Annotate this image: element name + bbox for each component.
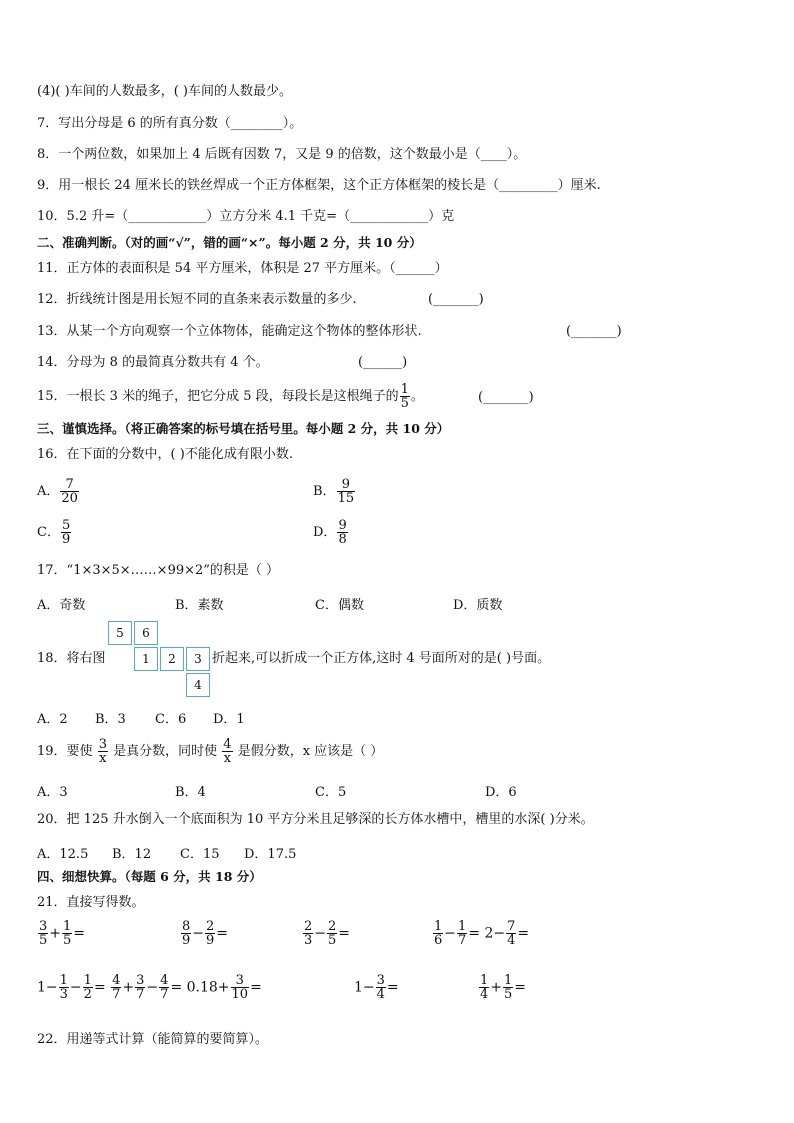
question-15-end: 。 bbox=[410, 389, 424, 404]
question-8: 8．一个两位数，如果加上 4 后既有因数 7，又是 9 的倍数，这个数最小是（____）。 bbox=[37, 147, 527, 162]
fraction bbox=[506, 920, 516, 947]
fraction-denominator: 5 bbox=[328, 933, 337, 948]
fraction-denominator: 7 bbox=[160, 987, 169, 1002]
q16-option-d[interactable] bbox=[313, 519, 349, 546]
question-20: 20．把 125 升水倒入一个底面积为 10 平方分米且足够深的长方体水槽中，槽里的水深( )分米。 bbox=[37, 812, 594, 827]
q20-option-b[interactable]: B．12 bbox=[112, 847, 152, 862]
q17-option-c[interactable]: C．偶数 bbox=[315, 598, 364, 613]
fraction-denominator: 5 bbox=[400, 396, 409, 411]
q21-expr-1 bbox=[37, 920, 85, 947]
q19-option-a[interactable]: A．3 bbox=[37, 785, 68, 800]
question-16: 16．在下面的分数中，( )不能化成有限小数. bbox=[37, 447, 293, 462]
fraction-denominator: 5 bbox=[63, 933, 72, 948]
operator: − bbox=[146, 979, 159, 996]
option-fraction bbox=[337, 519, 347, 546]
q17-option-a[interactable]: A．奇数 bbox=[37, 598, 86, 613]
fraction bbox=[303, 920, 313, 947]
fraction bbox=[83, 974, 93, 1001]
equals: = bbox=[468, 925, 481, 942]
fraction-denominator: 2 bbox=[83, 987, 92, 1002]
fraction-numerator: 1 bbox=[480, 973, 489, 988]
question-13: 13．从某一个方向观察一个立体物体，能确定这个物体的整体形状. bbox=[37, 324, 422, 339]
question-12: 12．折线统计图是用长短不同的直条来表示数量的多少. bbox=[37, 292, 357, 307]
equals: = bbox=[73, 925, 86, 942]
option-label: B． bbox=[313, 484, 336, 499]
fraction-denominator: x bbox=[223, 751, 232, 766]
q18-option-a[interactable]: A．2 bbox=[37, 712, 68, 727]
question-15 bbox=[37, 380, 424, 414]
fraction-numerator: 1 bbox=[400, 382, 409, 397]
fraction-numerator: 3 bbox=[231, 974, 250, 988]
fraction-denominator: 4 bbox=[507, 933, 516, 948]
expr-prefix: 1− bbox=[354, 979, 375, 996]
option-label: D． bbox=[313, 525, 337, 540]
fraction bbox=[38, 920, 48, 947]
q16-option-b[interactable] bbox=[313, 478, 356, 505]
fraction bbox=[159, 974, 169, 1001]
option-label: A． bbox=[37, 484, 60, 499]
net-face: 4 bbox=[186, 673, 210, 697]
fraction-numerator: 1 bbox=[434, 919, 443, 934]
fraction-denominator: 15 bbox=[337, 491, 355, 506]
operator: + bbox=[490, 979, 503, 996]
fraction-numerator: 1 bbox=[59, 973, 68, 988]
fraction-denominator: 9 bbox=[61, 532, 71, 547]
question-11: 11．正方体的表面积是 54 平方厘米，体积是 27 平方厘米。（______） bbox=[37, 261, 448, 276]
q21-expr-3 bbox=[302, 920, 350, 947]
fraction-numerator: 2 bbox=[304, 919, 313, 934]
q21-expr-2 bbox=[180, 920, 228, 947]
fraction bbox=[433, 920, 443, 947]
fraction-numerator: 2 bbox=[206, 919, 215, 934]
question-19-text: 是真分数，同时使 bbox=[113, 744, 218, 759]
question-15-text: 15．一根长 3 米的绳子，把它分成 5 段，每段长是这根绳子的 bbox=[37, 389, 399, 404]
equals: = bbox=[514, 979, 527, 996]
fraction bbox=[111, 974, 121, 1001]
section-4-heading: 四、细想快算。（每题 6 分，共 18 分） bbox=[37, 869, 262, 884]
q21-expr-5 bbox=[37, 974, 262, 1001]
equals: = bbox=[170, 979, 183, 996]
fraction bbox=[205, 920, 215, 947]
equals: = bbox=[216, 925, 229, 942]
fraction-denominator: 10 bbox=[231, 987, 249, 1002]
fraction-numerator: 4 bbox=[112, 973, 121, 988]
q18-option-c[interactable]: C．6 bbox=[155, 712, 187, 727]
operator: − bbox=[444, 925, 457, 942]
q6-part4: (4)( )车间的人数最多，( )车间的人数最少。 bbox=[37, 84, 292, 99]
fraction bbox=[327, 920, 337, 947]
question-14-blank: (______) bbox=[358, 355, 408, 370]
section-3-heading: 三、谨慎选择。（将正确答案的标号填在括号里。每小题 2 分，共 10 分） bbox=[37, 421, 450, 436]
net-face: 3 bbox=[186, 647, 210, 671]
fraction bbox=[59, 974, 69, 1001]
equals: = bbox=[338, 925, 351, 942]
fraction-denominator: 5 bbox=[504, 987, 513, 1002]
fraction-denominator: 5 bbox=[39, 933, 48, 948]
q20-option-c[interactable]: C．15 bbox=[180, 847, 220, 862]
fraction-numerator: 1 bbox=[458, 919, 467, 934]
question-10: 10．5.2 升=（____________）立方分米 4.1 千克=（____________）克 bbox=[37, 209, 455, 224]
fraction-denominator: 8 bbox=[338, 532, 347, 547]
q19-option-c[interactable]: C．5 bbox=[315, 785, 347, 800]
q16-option-a[interactable] bbox=[37, 478, 80, 505]
fraction-numerator: 1 bbox=[83, 973, 92, 988]
section-2-heading: 二、准确判断。（对的画“√”，错的画“×”。每小题 2 分，共 10 分） bbox=[37, 235, 422, 250]
q19-option-b[interactable]: B．4 bbox=[175, 785, 206, 800]
fraction-numerator: 5 bbox=[61, 518, 71, 533]
fraction-numerator: 7 bbox=[507, 919, 516, 934]
q20-option-a[interactable]: A．12.5 bbox=[37, 847, 89, 862]
operator: − bbox=[314, 925, 327, 942]
fraction bbox=[503, 974, 513, 1001]
q17-option-d[interactable]: D．质数 bbox=[453, 598, 503, 613]
question-22: 22．用递等式计算（能简算的要简算）。 bbox=[37, 1032, 269, 1047]
expr-prefix: 1− bbox=[37, 979, 58, 996]
fraction-denominator: 6 bbox=[434, 933, 443, 948]
question-19-text: 是假分数，x 应该是（ ） bbox=[237, 744, 384, 759]
q17-option-b[interactable]: B．素数 bbox=[175, 598, 224, 613]
fraction-denominator: x bbox=[99, 751, 107, 766]
question-19 bbox=[37, 736, 383, 768]
fraction-numerator: 2 bbox=[328, 919, 337, 934]
q16-option-c[interactable] bbox=[37, 519, 72, 546]
question-9: 9．用一根长 24 厘米长的铁丝焊成一个正方体框架，这个正方体框架的棱长是（_________）厘米. bbox=[37, 178, 601, 193]
fraction-numerator: 4 bbox=[160, 973, 169, 988]
fraction-numerator: 1 bbox=[63, 919, 72, 934]
net-face: 2 bbox=[160, 647, 184, 671]
question-18-rest: 折起来,可以折成一个正方体,这时 4 号面所对的是( )号面。 bbox=[212, 651, 551, 666]
fraction bbox=[181, 920, 191, 947]
fraction bbox=[457, 920, 467, 947]
question-7: 7．写出分母是 6 的所有真分数（________）。 bbox=[37, 116, 303, 131]
fraction-denominator: 7 bbox=[458, 933, 467, 948]
fraction-numerator: 3 bbox=[136, 973, 145, 988]
fraction bbox=[62, 920, 72, 947]
fraction-numerator: 9 bbox=[337, 478, 356, 492]
q19-option-d[interactable]: D．6 bbox=[485, 785, 517, 800]
question-18-start: 18．将右图 bbox=[37, 651, 106, 666]
operator: − bbox=[192, 925, 205, 942]
question-21: 21．直接写得数。 bbox=[37, 895, 145, 910]
q20-option-d[interactable]: D．17.5 bbox=[244, 847, 297, 862]
q19-fraction-1 bbox=[98, 738, 108, 765]
question-15-blank: (_______) bbox=[478, 390, 534, 405]
operator: + bbox=[49, 925, 62, 942]
operator: − bbox=[69, 979, 82, 996]
fraction-denominator: 7 bbox=[112, 987, 121, 1002]
fraction bbox=[231, 974, 250, 1001]
fraction-numerator: 9 bbox=[338, 518, 347, 533]
net-face: 5 bbox=[108, 621, 132, 645]
fraction-denominator: 4 bbox=[480, 987, 489, 1002]
q19-fraction-2 bbox=[222, 738, 232, 765]
fraction-denominator: 3 bbox=[59, 987, 68, 1002]
question-15-fraction bbox=[400, 383, 410, 410]
equals: = bbox=[517, 925, 530, 942]
net-face: 1 bbox=[134, 647, 158, 671]
question-19-text: 19．要使 bbox=[37, 744, 93, 759]
fraction-numerator: 3 bbox=[39, 919, 48, 934]
cube-net-diagram bbox=[108, 621, 212, 697]
fraction-numerator: 4 bbox=[223, 737, 232, 752]
option-label: C． bbox=[37, 525, 60, 540]
q21-expr-4 bbox=[432, 920, 529, 947]
fraction-numerator: 1 bbox=[504, 973, 513, 988]
fraction-numerator: 3 bbox=[98, 737, 107, 752]
question-12-blank: (_______) bbox=[428, 292, 484, 307]
fraction-numerator: 8 bbox=[182, 919, 191, 934]
question-13-blank: (_______) bbox=[566, 324, 622, 339]
question-14: 14．分母为 8 的最简真分数共有 4 个。 bbox=[37, 355, 269, 370]
fraction-denominator: 3 bbox=[304, 933, 313, 948]
expr-prefix: 0.18+ bbox=[186, 979, 230, 996]
fraction-numerator: 3 bbox=[376, 973, 385, 988]
option-fraction bbox=[337, 478, 356, 505]
equals: = bbox=[386, 979, 399, 996]
fraction-numerator: 7 bbox=[60, 478, 79, 492]
expr-prefix: 2− bbox=[484, 925, 506, 942]
option-fraction bbox=[60, 478, 79, 505]
q18-option-b[interactable]: B．3 bbox=[95, 712, 126, 727]
equals: = bbox=[250, 979, 262, 996]
q21-expr-6 bbox=[354, 974, 399, 1001]
fraction-denominator: 7 bbox=[136, 987, 145, 1002]
operator: + bbox=[122, 979, 135, 996]
option-fraction bbox=[61, 519, 71, 546]
fraction-denominator: 9 bbox=[182, 933, 191, 948]
fraction bbox=[135, 974, 145, 1001]
fraction-denominator: 20 bbox=[61, 491, 78, 506]
q18-option-d[interactable]: D．1 bbox=[213, 712, 245, 727]
fraction-denominator: 9 bbox=[206, 933, 215, 948]
equals: = bbox=[93, 979, 106, 996]
q21-expr-7 bbox=[478, 974, 526, 1001]
net-face: 6 bbox=[134, 621, 158, 645]
question-17: 17．“1×3×5×……×99×2”的积是（ ） bbox=[37, 563, 280, 578]
fraction-denominator: 4 bbox=[376, 987, 385, 1002]
fraction bbox=[479, 974, 489, 1001]
fraction bbox=[376, 974, 386, 1001]
